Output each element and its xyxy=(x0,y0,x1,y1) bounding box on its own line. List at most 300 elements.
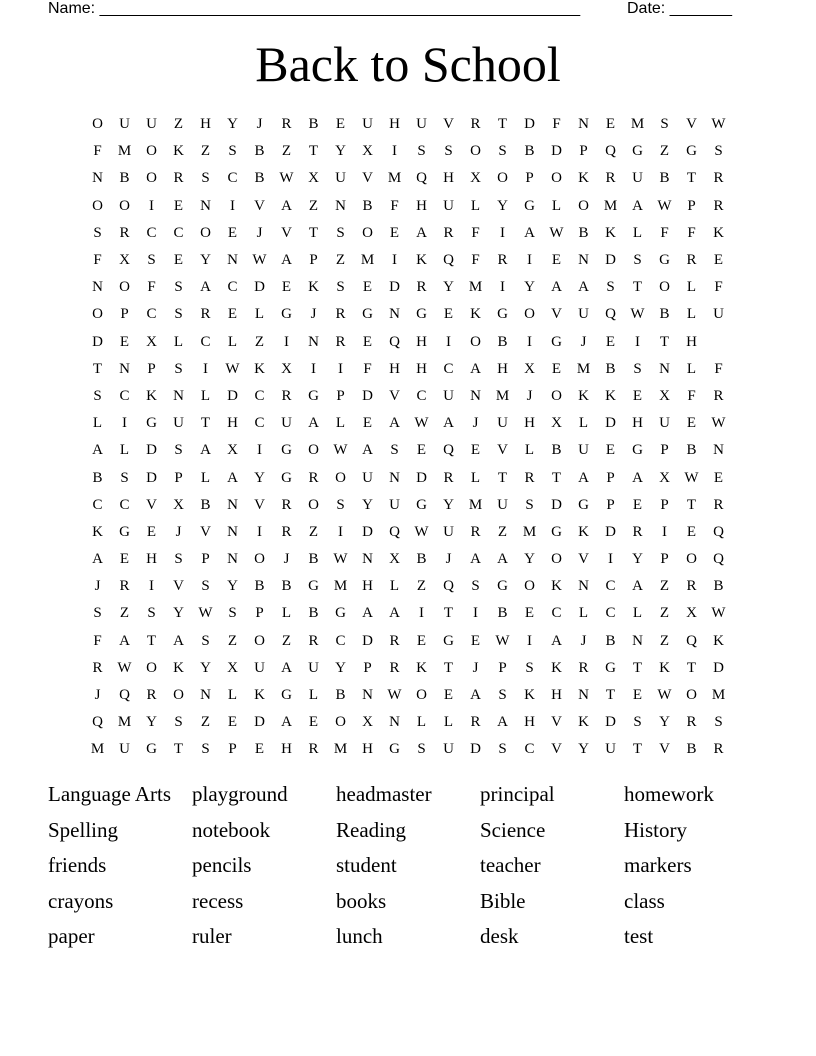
grid-letter: J xyxy=(445,551,452,568)
grid-letter: V xyxy=(659,741,670,758)
grid-letter: T xyxy=(605,687,616,704)
grid-letter: D xyxy=(605,714,616,731)
grid-letter: D xyxy=(713,659,724,676)
grid-letter: B xyxy=(335,687,346,704)
grid-letter: A xyxy=(389,415,400,432)
grid-letter: U xyxy=(713,306,724,323)
grid-letter: H xyxy=(281,741,292,758)
grid-letter: N xyxy=(659,360,670,377)
grid-letter: B xyxy=(686,442,697,459)
grid-letter: K xyxy=(416,252,427,269)
grid-letter: P xyxy=(255,605,264,622)
grid-letter: O xyxy=(308,442,319,459)
grid-letter: I xyxy=(149,578,154,595)
grid-letter: W xyxy=(387,687,402,704)
grid-letter: Q xyxy=(119,687,130,704)
grid-letter: L xyxy=(200,387,211,404)
grid-letter: X xyxy=(308,170,319,187)
grid-letter: V xyxy=(443,116,454,133)
grid-letter: P xyxy=(336,387,345,404)
grid-letter: T xyxy=(308,224,319,241)
grid-letter: I xyxy=(149,197,154,214)
grid-letter: X xyxy=(470,170,481,187)
grid-letter: O xyxy=(92,306,103,323)
grid-letter: B xyxy=(362,197,373,214)
grid-letter: F xyxy=(93,252,102,269)
grid-letter: S xyxy=(201,632,210,649)
grid-letter: G xyxy=(416,496,427,513)
grid-letter: L xyxy=(578,605,589,622)
grid-letter: C xyxy=(119,387,130,404)
grid-letter: G xyxy=(281,687,292,704)
grid-letter: N xyxy=(119,360,130,377)
name-field: Name: ______________________________________________________ xyxy=(48,0,581,17)
grid-letter: H xyxy=(524,415,535,432)
grid-letter: N xyxy=(362,551,373,568)
grid-letter: O xyxy=(92,116,103,133)
grid-letter: S xyxy=(174,306,183,323)
grid-letter: R xyxy=(470,116,481,133)
grid-letter: V xyxy=(686,116,697,133)
grid-letter: W xyxy=(549,224,564,241)
grid-letter: A xyxy=(362,442,373,459)
grid-letter: K xyxy=(254,360,265,377)
grid-letter: I xyxy=(608,551,613,568)
grid-letter: S xyxy=(336,224,345,241)
grid-letter: B xyxy=(524,143,535,160)
grid-letter: N xyxy=(227,252,238,269)
grid-letter: S xyxy=(174,360,183,377)
grid-letter: E xyxy=(146,523,157,540)
grid-letter: N xyxy=(200,197,211,214)
grid-letter: L xyxy=(470,197,481,214)
grid-letter: A xyxy=(200,442,211,459)
grid-letter: S xyxy=(147,605,156,622)
grid-letter: R xyxy=(119,578,130,595)
grid-letter: Q xyxy=(713,551,724,568)
grid-letter: L xyxy=(308,687,319,704)
grid-letter: E xyxy=(416,442,427,459)
grid-letter: X xyxy=(659,387,670,404)
grid-letter: U xyxy=(578,442,589,459)
grid-letter: Y xyxy=(632,551,643,568)
grid-letter: X xyxy=(362,143,373,160)
grid-letter: B xyxy=(308,605,319,622)
grid-letter: M xyxy=(117,143,132,160)
grid-letter: M xyxy=(522,523,537,540)
grid-letter: Y xyxy=(227,578,238,595)
grid-letter: A xyxy=(389,605,400,622)
grid-letter: S xyxy=(174,279,183,296)
grid-letter: U xyxy=(389,496,400,513)
grid-letter: F xyxy=(660,224,669,241)
grid-letter: G xyxy=(389,741,400,758)
grid-letter: O xyxy=(551,551,562,568)
grid-letter: D xyxy=(416,469,427,486)
grid-letter: U xyxy=(659,415,670,432)
grid-letter: L xyxy=(686,279,697,296)
grid-letter: S xyxy=(714,714,723,731)
grid-letter: I xyxy=(122,415,127,432)
grid-letter: E xyxy=(443,687,454,704)
grid-letter: S xyxy=(606,279,615,296)
grid-letter: T xyxy=(686,659,697,676)
grid-letter: W xyxy=(657,197,672,214)
grid-letter: S xyxy=(201,170,210,187)
grid-letter: A xyxy=(200,279,211,296)
grid-letter: U xyxy=(443,197,454,214)
grid-letter: O xyxy=(200,224,211,241)
grid-letter: U xyxy=(443,523,454,540)
grid-letter: O xyxy=(335,714,346,731)
grid-letter: T xyxy=(686,170,697,187)
grid-letter: E xyxy=(605,116,616,133)
grid-letter: Q xyxy=(713,523,724,540)
grid-letter: U xyxy=(308,659,319,676)
grid-letter: E xyxy=(308,714,319,731)
grid-letter: S xyxy=(633,714,642,731)
grid-letter: O xyxy=(254,551,265,568)
grid-letter: G xyxy=(362,306,373,323)
grid-letter: A xyxy=(551,632,562,649)
grid-letter: I xyxy=(527,632,532,649)
grid-letter: Y xyxy=(497,197,508,214)
word-list-item: student xyxy=(336,853,397,877)
grid-letter: I xyxy=(203,360,208,377)
grid-letter: H xyxy=(362,578,373,595)
grid-letter: Y xyxy=(200,252,211,269)
grid-letter: T xyxy=(443,605,454,622)
grid-letter: A xyxy=(227,469,238,486)
word-list-item: class xyxy=(624,888,665,913)
grid-letter: Y xyxy=(443,496,454,513)
word-list-item: pencils xyxy=(192,853,252,877)
grid-letter: C xyxy=(443,360,454,377)
grid-letter: B xyxy=(254,170,265,187)
grid-letter: E xyxy=(119,333,130,350)
grid-letter: E xyxy=(227,306,238,323)
grid-letter: Q xyxy=(92,714,103,731)
grid-letter: B xyxy=(254,143,265,160)
grid-letter: H xyxy=(551,687,562,704)
grid-letter: U xyxy=(497,415,508,432)
grid-letter: W xyxy=(225,360,240,377)
grid-letter: X xyxy=(281,360,292,377)
grid-letter: S xyxy=(93,605,102,622)
grid-letter: L xyxy=(389,578,400,595)
grid-letter: O xyxy=(146,659,157,676)
grid-letter: U xyxy=(605,741,616,758)
grid-letter: A xyxy=(308,415,319,432)
grid-letter: T xyxy=(632,741,643,758)
grid-letter: T xyxy=(632,279,643,296)
grid-letter: I xyxy=(500,279,505,296)
grid-letter: K xyxy=(146,387,157,404)
grid-letter: U xyxy=(335,170,346,187)
grid-letter: B xyxy=(254,578,265,595)
grid-letter: D xyxy=(605,415,616,432)
grid-letter: U xyxy=(578,306,589,323)
grid-letter: O xyxy=(686,551,697,568)
grid-letter: I xyxy=(392,143,397,160)
grid-letter: B xyxy=(119,170,130,187)
grid-letter: V xyxy=(254,496,265,513)
word-list-item: History xyxy=(624,817,687,842)
grid-letter: K xyxy=(578,170,589,187)
grid-letter: R xyxy=(713,496,724,513)
grid-letter: R xyxy=(443,469,454,486)
grid-letter: E xyxy=(362,333,373,350)
word-list-item: headmaster xyxy=(336,782,432,806)
grid-letter: Y xyxy=(200,659,211,676)
grid-letter: T xyxy=(200,415,211,432)
grid-letter: B xyxy=(200,496,211,513)
grid-letter: S xyxy=(525,659,534,676)
grid-letter: A xyxy=(632,469,643,486)
grid-letter: U xyxy=(281,415,292,432)
grid-letter: Z xyxy=(659,632,670,649)
grid-letter: R xyxy=(92,659,103,676)
grid-letter: A xyxy=(362,605,373,622)
grid-letter: S xyxy=(174,551,183,568)
word-list-item: Spelling xyxy=(48,817,119,842)
grid-letter: D xyxy=(362,632,373,649)
grid-letter: Z xyxy=(335,252,346,269)
grid-letter: P xyxy=(606,469,615,486)
grid-letter: R xyxy=(686,578,697,595)
grid-letter: K xyxy=(92,523,103,540)
grid-letter: R xyxy=(443,224,454,241)
grid-letter: T xyxy=(173,741,184,758)
grid-letter: D xyxy=(605,252,616,269)
grid-letter: P xyxy=(228,741,237,758)
grid-letter: N xyxy=(578,687,589,704)
grid-letter: V xyxy=(362,170,373,187)
grid-letter: L xyxy=(227,333,238,350)
grid-letter: Y xyxy=(443,279,454,296)
grid-letter: O xyxy=(497,170,508,187)
grid-letter: L xyxy=(200,469,211,486)
grid-letter: H xyxy=(497,360,508,377)
grid-letter: O xyxy=(686,687,697,704)
grid-letter: L xyxy=(92,415,103,432)
grid-letter: L xyxy=(254,306,265,323)
grid-letter: C xyxy=(605,605,616,622)
grid-letter: U xyxy=(632,170,643,187)
grid-letter: R xyxy=(281,387,292,404)
grid-letter: A xyxy=(470,687,481,704)
grid-letter: I xyxy=(257,523,262,540)
date-field: Date: _______ xyxy=(627,0,732,17)
grid-letter: S xyxy=(336,279,345,296)
grid-letter: X xyxy=(551,415,562,432)
grid-letter: G xyxy=(146,415,157,432)
grid-letter: M xyxy=(630,116,645,133)
grid-letter: H xyxy=(200,116,211,133)
grid-letter: F xyxy=(687,224,696,241)
grid-letter: I xyxy=(392,252,397,269)
grid-letter: L xyxy=(416,714,427,731)
grid-letter: T xyxy=(443,659,454,676)
grid-letter: R xyxy=(470,714,481,731)
grid-letter: D xyxy=(470,741,481,758)
word-list-item: principal xyxy=(480,782,555,806)
grid-letter: P xyxy=(120,306,129,323)
grid-letter: D xyxy=(551,496,562,513)
grid-letter: R xyxy=(578,659,589,676)
grid-letter: P xyxy=(660,551,669,568)
grid-letter: F xyxy=(552,116,561,133)
grid-letter: S xyxy=(228,143,237,160)
grid-letter: R xyxy=(713,387,724,404)
word-list-item: Bible xyxy=(480,888,526,913)
grid-letter: S xyxy=(120,469,129,486)
grid-letter: N xyxy=(227,551,238,568)
grid-letter: N xyxy=(308,333,319,350)
grid-letter: Q xyxy=(605,143,616,160)
grid-letter: I xyxy=(446,333,451,350)
grid-letter: L xyxy=(470,469,481,486)
grid-letter: D xyxy=(146,442,157,459)
grid-letter: J xyxy=(580,333,587,350)
grid-letter: H xyxy=(389,116,400,133)
grid-letter: E xyxy=(605,333,616,350)
grid-letter: G xyxy=(686,143,697,160)
grid-letter: A xyxy=(470,360,481,377)
word-list-item: teacher xyxy=(480,853,541,877)
word-list-item: crayons xyxy=(48,888,114,913)
grid-letter: I xyxy=(635,333,640,350)
word-list-item: markers xyxy=(624,853,692,877)
grid-letter: G xyxy=(335,605,346,622)
grid-letter: Y xyxy=(335,143,346,160)
grid-letter: K xyxy=(605,387,616,404)
grid-letter: Z xyxy=(119,605,130,622)
grid-letter: A xyxy=(632,197,643,214)
grid-letter: Y xyxy=(578,741,589,758)
grid-letter: D xyxy=(254,714,265,731)
grid-letter: Q xyxy=(416,170,427,187)
grid-letter: I xyxy=(662,523,667,540)
grid-letter: Z xyxy=(659,143,670,160)
grid-letter: N xyxy=(335,197,346,214)
grid-letter: I xyxy=(338,523,343,540)
grid-letter: H xyxy=(146,551,157,568)
grid-letter: F xyxy=(147,279,156,296)
grid-letter: K xyxy=(551,659,562,676)
grid-letter: L xyxy=(686,360,697,377)
grid-letter: A xyxy=(281,197,292,214)
word-list xyxy=(48,777,768,955)
grid-letter: G xyxy=(308,387,319,404)
grid-letter: S xyxy=(93,224,102,241)
grid-letter: B xyxy=(686,741,697,758)
grid-letter: H xyxy=(416,360,427,377)
grid-letter: D xyxy=(551,143,562,160)
grid-letter: K xyxy=(524,687,535,704)
grid-letter: L xyxy=(281,605,292,622)
grid-letter: A xyxy=(119,632,130,649)
grid-letter: F xyxy=(471,224,480,241)
grid-letter: X xyxy=(227,659,238,676)
grid-letter: R xyxy=(308,469,319,486)
grid-letter: P xyxy=(660,496,669,513)
letter-grid xyxy=(84,111,732,764)
grid-letter: B xyxy=(281,578,292,595)
grid-letter: T xyxy=(497,469,508,486)
grid-letter: A xyxy=(281,659,292,676)
grid-letter: Z xyxy=(281,143,292,160)
grid-letter: A xyxy=(578,279,589,296)
grid-letter: J xyxy=(310,306,317,323)
grid-letter: Z xyxy=(497,523,508,540)
grid-letter: A xyxy=(416,224,427,241)
grid-letter: A xyxy=(281,252,292,269)
grid-letter: N xyxy=(227,523,238,540)
grid-letter: B xyxy=(308,551,319,568)
grid-letter: M xyxy=(468,279,483,296)
grid-letter: W xyxy=(630,306,645,323)
grid-letter: R xyxy=(281,116,292,133)
grid-letter: B xyxy=(578,224,589,241)
grid-letter: M xyxy=(387,170,402,187)
grid-letter: A xyxy=(524,224,535,241)
grid-letter: K xyxy=(659,659,670,676)
grid-letter: N xyxy=(173,387,184,404)
grid-letter: K xyxy=(578,714,589,731)
grid-letter: R xyxy=(713,197,724,214)
grid-letter: P xyxy=(309,252,318,269)
grid-letter: E xyxy=(551,360,562,377)
grid-letter: R xyxy=(389,659,400,676)
grid-letter: O xyxy=(578,197,589,214)
grid-letter: K xyxy=(173,143,184,160)
grid-letter: I xyxy=(311,360,316,377)
grid-letter: S xyxy=(498,143,507,160)
grid-letter: P xyxy=(498,659,507,676)
grid-letter: N xyxy=(578,578,589,595)
grid-letter: W xyxy=(333,442,348,459)
grid-letter: O xyxy=(470,333,481,350)
grid-letter: E xyxy=(389,224,400,241)
grid-letter: I xyxy=(257,442,262,459)
grid-letter: N xyxy=(92,279,103,296)
grid-letter: O xyxy=(254,632,265,649)
grid-letter: I xyxy=(230,197,235,214)
grid-letter: O xyxy=(551,387,562,404)
grid-letter: V xyxy=(551,714,562,731)
grid-letter: N xyxy=(713,442,724,459)
grid-letter: H xyxy=(362,741,373,758)
grid-letter: E xyxy=(470,632,481,649)
grid-letter: C xyxy=(524,741,535,758)
grid-letter: T xyxy=(497,116,508,133)
word-list-item: Language Arts xyxy=(48,782,172,806)
grid-letter: R xyxy=(632,523,643,540)
grid-letter: W xyxy=(252,252,267,269)
grid-letter: P xyxy=(201,551,210,568)
grid-letter: O xyxy=(524,578,535,595)
header-line xyxy=(48,0,748,20)
grid-letter: G xyxy=(416,306,427,323)
grid-letter: Z xyxy=(281,632,292,649)
grid-letter: S xyxy=(417,741,426,758)
grid-letter: M xyxy=(576,360,591,377)
grid-letter: Y xyxy=(524,279,535,296)
grid-letter: S xyxy=(336,496,345,513)
grid-letter: R xyxy=(335,333,346,350)
grid-letter: A xyxy=(470,551,481,568)
